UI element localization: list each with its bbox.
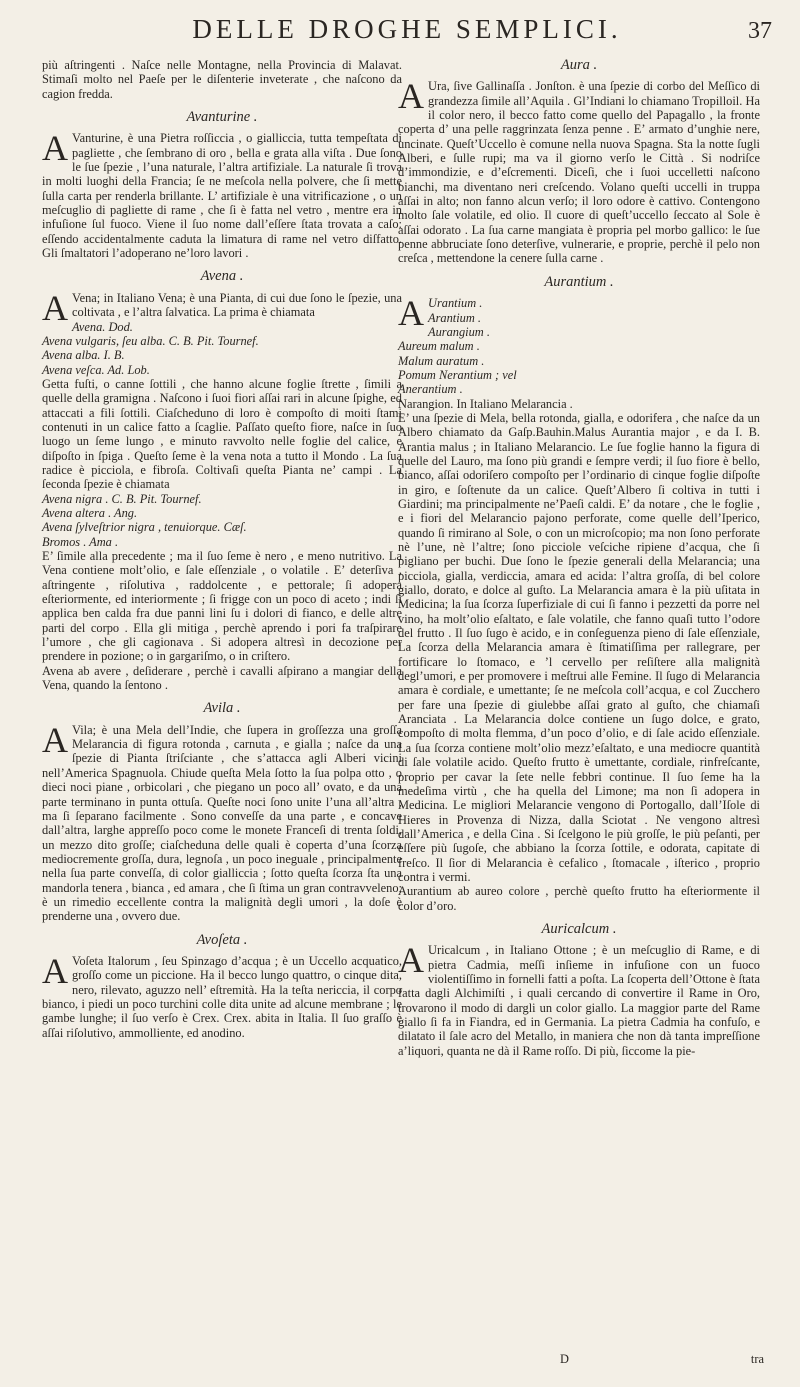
synonym: Malum auratum . (398, 353, 485, 368)
etymology-text: Avena ab avere , deſiderare , perchè i cavalli aſpirano a mangiar della Vena, quando la ſentono . (42, 663, 402, 693)
drop-cap: A (42, 128, 68, 169)
entry-text: Getta fuſti, o canne ſottili , che hanno alcune foglie ſtrette , ſimili a quelle della gramigna . Naſcono i ſuoi fiori aſſai rari in alcune ſpighe, ed attaccati a fili ſottili. Ciaſcheduno di loro è compoſto di moiti ſtami contenuti in un calice fatto a ſcaglie. Paſſato queſto fiore, naſce in ſuo luogo un ſeme lungo , e minuto ravvolto nelle foglie del calice, e diſpoſto in ſpiga . Queſto ſeme è la vena nota a tutto il Mondo . La ſua radice è picciola, e fibroſa. Coltivaſi queſta Pianta ne’ campi . La ſeconda ſpezie è chiamata (42, 376, 402, 492)
catchword: tra (750, 1352, 764, 1366)
synonym: Avena altera . Ang. (42, 505, 138, 520)
entry-text: Vena; in Italiano Vena; è una Pianta, di cui due ſono le ſpezie, una coltivata , e l’altra ſalvatica. La prima è chiamata (72, 290, 402, 320)
drop-cap: A (398, 76, 424, 117)
entry-text: Vanturine, è una Pietra roſſiccia , o gialliccia, tutta tempeſtata di pagliette , che ſembrano di oro , bella e grata alla viſta . Due ſono le ſue ſpezie , l’una naturale, l’altra artifiziale. La naturale ſi trova in molti luoghi della Francia; ſe ne meſcola nella polvere, che ſi mette ſulla carta per renderla brillante. L’ artifiziale è una vitrificazione , o un meſcuglio di pagliette di rame , che ſi è fatta nel vetro , mentre era in infuſione ſul fuoco. Viene il ſuo nome dall’eſſere ſtata trovata a caſo: eſſendo accidentalmente caduta la limatura di rame nel vetro diſfatto. Gli ſmaltatori l’adoperano ne’loro lavori . (42, 131, 402, 261)
entry-text: Uricalcum , in Italiano Ottone ; è un meſcuglio di Rame, e di pietra Cadmia, meſſi inſieme in infuſione con un fuoco violentiſſimo in fornelli fatti a poſta. La ſcoperta dell’Ottone è ſtata fatta dagli Alchimiſti , i quali cercando di convertire il Rame in Oro, trovarono il modo di dargli un color giallo. La maggior parte del Rame giallo ſi fa in Fiandra, ed in Germania. La pietra Cadmia ha confuſo, e dilatato il ſale acro del Metallo, in maniera che non dà tanta impreſſione a’liquori, quanta ne dà il Rame roſſo. Di più, ſiccome la pie- (398, 943, 760, 1058)
entry-aura (398, 58, 760, 266)
intro-paragraph: più aſtringenti . Naſce nelle Montagne, nella Provincia di Malavat. Stimaſi molto nel Paeſe per le diſenterie inveterate , che naſcono da cagion fredda. (42, 58, 402, 101)
left-column (42, 58, 402, 1040)
entry-text: E’ ſimile alla precedente ; ma il ſuo ſeme è nero , e meno nutritivo. La Vena contiene molt’olio, e ſale eſſenziale , o volatile . E’ deterſiva , aſtringente , riſolutiva , raddolcente , e pettorale; ſi adopera eſteriormente, ed interiormente ; ſi frigge con un poco di aceto ; indi ſi applica ben calda fra due panni lini ſu i dolori di fianco, e delle altre parti del corpo . Ella gli mitiga , perchè aprendo i pori fa traſpirare l’umore , che gli cagionava . Si adopera altresì in decozione per prendere in pozione; o in gargariſmo, o in criſtero. (42, 549, 402, 664)
signature-mark: D (560, 1352, 569, 1366)
synonym: Narangion. In Italiano Melarancia . (398, 396, 573, 411)
synonym-list (42, 320, 402, 377)
etymology-text: Aurantium ab aureo colore , perchè queſto frutto ha eſteriormente il color d’oro. (398, 884, 760, 913)
synonym: Aureum malum . (398, 339, 480, 354)
synonym: Pomum Nerantium ; vel (398, 367, 517, 382)
entry-text: Voſeta Italorum , ſeu Spinzago d’acqua ; è un Uccello acquatico, groſſo come un piccione. Ha il becco lungo quattro, o cinque dita, nero, rilevato, aguzzo nell’ eſtremità. Ha la teſta nericcia, il corpo bianco, i piedi un poco turchini colle dita unite ad alcune membrane ; le gambe lunghe; il ſuo verſo è Crex. Crex. abita in Italia. Il ſuo graſſo è aſſai riſolutivo, ammolliente, ed anodino. (42, 953, 402, 1040)
synonym: Avena ſylveſtrior nigra , tenuiorque. Cæſ. (42, 520, 247, 535)
synonym: Aurangium . (428, 324, 490, 339)
right-column (398, 58, 760, 1058)
entry-text: Ura, ſive Gallinaſſa . Jonſton. è una ſpezie di corbo del Meſſico di grandezza ſimile all’Aquila . Gl’Indiani lo chiamano Tropilloil. Ha il color nero, il becco fatto come quello del Papagallo , la fronte coperta d’ una pelle raggrinzata ſenza penne . E’ armato d’unghie nere, uncinate. Queſt’Uccello è comune nella nuova Spagna. Sta la notte ſugli Alberi, e ſulle rupi; ma va il giorno verſo le Città . Si nodriſce d’immondizie, e d’eſcrementi. Diceſi, che i ſuoi uccelletti naſcono bianchi, ma diventano neri creſcendo. Volano queſti uccelli in truppa aſſai in alto; non fanno alcun verſo; il loro odore è cattivo. Contengono molto ſale volatile, ed olio. Il cuore di queſt’uccello ſeccato al Sole è aſſai odorato . La ſua carne mangiata è propria pel morbo gallico: le ſue penne abbruciate ſono deterſive, vulnerarie, e proprie, perchè il pelo non creſca , mettendone la cenere ſulla carne . (398, 79, 760, 266)
entry-avanturine (42, 110, 402, 260)
entry-auricalcum (398, 922, 760, 1058)
synonym: Arantium . (428, 310, 482, 325)
drop-cap: A (42, 950, 68, 991)
entry-avoseta (42, 933, 402, 1040)
running-head (42, 14, 772, 50)
entry-title: Avila . (203, 700, 241, 717)
page-number: 37 (748, 18, 772, 44)
synonym: Urantium . (428, 296, 483, 311)
synonym: Bromos . Ama . (42, 534, 119, 549)
entry-title: Aurantium . (544, 273, 614, 290)
drop-cap: A (42, 719, 68, 760)
entry-text: Vila; è una Mela dell’Indie, che ſupera in groſſezza una groſſa Melarancia di figura rotonda , carnuta , e gialla ; naſce da una ſpezie di Pianta ſtriſciante , che s’attacca agli Alberi vicini nell’America Spagnuola. Chiude queſta Mela ſotto la ſua polpa otto , o dieci noci piane , orbicolari , che piegano un poco all’ ovato, e da una parte terminano in punta ottuſa. Queſte noci ſono unite l’una all’altra ; ma ſi ſeparano facilmente . Sono conveſſe da una parte , e concave dall’altra, larghe appreſſo poco come le monete Franceſi di trenta ſoldi, un mezzo dito groſſe; ciaſcheduna delle quali è coperta d’una ſcorza mediocremente groſſa, dura, legnoſa , un poco ineguale , principalmente nella ſua parte conveſſa, di color gialliccia ; ſotto queſta ſcorza ſta una mandorla tenera , bianca , ed amara , che ſi ſtima un gran contravveleno; è un rimedio eccellente contra la malignità degli umori , la doſe è prenderne una , ovvero due. (42, 722, 402, 924)
synonym: Anerantium . (398, 382, 463, 397)
synonym: Avena nigra . C. B. Pit. Tournef. (42, 491, 202, 506)
entry-aurantium (398, 275, 760, 913)
drop-cap: A (42, 287, 68, 328)
entry-avila (42, 701, 402, 923)
running-title: DELLE DROGHE SEMPLICI. (192, 14, 622, 44)
entry-title: Avoſeta . (196, 931, 248, 948)
synonym: Avena alba. I. B. (42, 348, 125, 363)
entry-text: E’ una ſpezie di Mela, bella rotonda, gialla, e odorifera , che naſce da un Albero chiamato da Gaſp.Bauhin.Malus Aurantia major , e da I. B. Arantia malus ; in Italiano Melarancio. Le ſue foglie hanno la figura di quelle del Lauro, ma ſono più grandi e ſempre verdi; il ſuo fiore è bello, bianco, aſſai odoriſero compoſto per l’ordinario di cinque foglie diſpoſte in giro, e ſoſtenute da un calice. Queſt’Albero ſi coltiva in tutti i Giardini; ma principalmente ne’Paeſi caldi. E’ da notare , che le foglie , e i fiori del Melarancio pajono perforate, come quelle dell’Iperico, quando ſi rimirano al Sole, o con un microſcopio; ma non ſono perforate nè l’une, nè l’altre; ſono picciole veſciche ripiene d’acqua, che ſi pigliano per buchi. Due ſono le ſpezie generali della Melarancia; una picciola, gialla, verdiccia, amara ed acida: l’altra groſſa, di bel colore giallo, dorato, e dolce al guſto. La Melarancia amara è la più uſitata in Medicina; la ſua ſcorza ſuperfiziale di cui ſi fanno i pezzetti da porre nel vino, ha molt’olio eſaltato, e ſale volatile, che fanno quaſi tutto l’odore del frutto . Il ſuo ſugo è acido, e in conſeguenza pieno di ſale eſſenziale, La ſcorza della Melarancia amara è ſtimatiſſima per rallegrare, per fortificare lo ſtomaco, e ’l cervello per reſiſtere alla malignità degl’umori, e per promovere i meſtrui alle Femine. Il ſugo di Melarancia amara è cordiale, e umettante; ſe ne meſcola coll’acqua, e col Zucchero per fare una ſpezie di giulebbe aſſai grato al guſto, che chiamaſi Aranciata . La Melarancia dolce contiene un ſugo dolce, e grato, compoſto di molta flemma, d’un poco d’olio, e di ſale acido eſſenziale. La ſua ſcorza contiene molt’olio mezz’eſaltato, e una mediocre quantità di ſale volatile acido. Queſto frutto è umettante, cordiale, rinfreſcante, proprio per cavar la ſete nelle febbri continue. Il ſuo ſeme ha la medeſima virtù , che ha quella del Limone; ma non ſi adopera in Medicina. Le migliori Melarancie vengono di Portogallo, dall’Iſole di Hieres in Provenza di Nizza, dalla Sciotat . Ne vengono altresì dall’America , e della Cina . Si ſcelgono le più groſſe, le più peſanti, per eſſere più ſugoſe, che abbiano la ſcorza ſottile, e odorata, capitate di freſco. Il ſior di Melarancia è cefalico , ſtomacale , iſterico , proprio contra i vermi. (398, 410, 760, 884)
entry-title: Avanturine . (186, 109, 258, 126)
synonym-list (42, 492, 402, 549)
drop-cap: A (398, 293, 424, 334)
entry-title: Auricalcum . (541, 920, 617, 937)
synonym: Avena vulgaris, ſeu alba. C. B. Pit. Tournef. (42, 333, 259, 348)
synonym: Avena veſca. Ad. Lob. (42, 362, 150, 377)
drop-cap: A (398, 940, 424, 981)
entry-title: Aura . (560, 57, 598, 73)
synonym: Avena. Dod. (72, 319, 133, 334)
entry-avena (42, 269, 402, 692)
synonym-list (398, 293, 760, 411)
entry-title: Avena . (200, 268, 244, 285)
